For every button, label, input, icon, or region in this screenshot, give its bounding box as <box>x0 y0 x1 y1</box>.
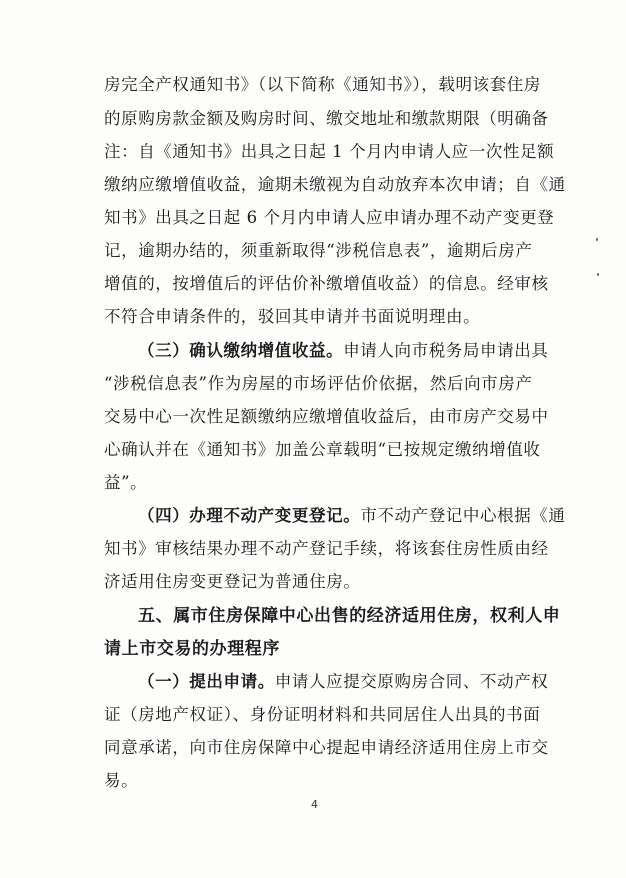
paragraph-4-text: 市不动产登记中心根据《通 <box>360 506 566 525</box>
scan-speck <box>597 273 599 276</box>
paragraph-3-text: 申请人向市税务局申请出具 <box>343 341 549 360</box>
text-line: 的原购房款金额及购房时间、缴交地址和缴款期限（明确备 <box>104 109 549 128</box>
text-line: 房完全产权通知书》（以下简称《通知书》），载明该套住房 <box>104 75 541 94</box>
text-line: 交易中心一次性足额缴纳应缴增值收益后，由市房产交易中 <box>104 407 549 426</box>
paragraph-5-1-label: （一）提出申请。 <box>138 672 275 691</box>
paragraph-5-1-text: 申请人应提交原购房合同、不动产权 <box>274 672 549 691</box>
paragraph-4-first-line <box>138 505 566 527</box>
text-line: 缴纳应缴增值收益，逾期未缴视为自动放弃本次申请；自《通 <box>104 175 566 194</box>
text-line: 知书》审核结果办理不动产登记手续，将该套住房性质由经 <box>104 539 549 558</box>
text-line: 济适用住房变更登记为普通住房。 <box>104 572 361 591</box>
text-line: 记，逾期办结的，须重新取得“涉税信息表”，逾期后房产 <box>104 241 533 260</box>
section-heading: 五、属市住房保障中心出售的经济适用住房，权利人申 <box>138 606 561 626</box>
paragraph-3-label: （三）确认缴纳增值收益。 <box>138 341 344 360</box>
scan-speck <box>596 238 598 241</box>
text-line: 增值的，按增值后的评估价补缴增值收益）的信息。经审核 <box>104 274 549 293</box>
text-line: 不符合申请条件的，驳回其申请并书面说明理由。 <box>104 307 481 326</box>
paragraph-4-label: （四）办理不动产变更登记。 <box>138 506 361 525</box>
text-line: 证（房地产权证）、身份证明材料和共同居住人出具的书面 <box>104 705 541 724</box>
text-line: 知书》出具之日起 6 个月内申请人应申请办理不动产变更登 <box>104 208 555 227</box>
text-line: 注：自《通知书》出具之日起 1 个月内申请人应一次性足额 <box>104 142 555 161</box>
page-number: 4 <box>311 798 318 811</box>
text-line: 益”。 <box>104 473 148 492</box>
text-line: 同意承诺，向市住房保障中心提起申请经济适用住房上市交 <box>104 738 549 757</box>
text-line: “涉税信息表”作为房屋的市场评估价依据，然后向市房产 <box>104 374 533 393</box>
text-line: 心确认并在《通知书》加盖公章载明“已按规定缴纳增值收 <box>104 440 541 459</box>
section-heading: 请上市交易的办理程序 <box>104 639 280 659</box>
paragraph-5-1-first-line <box>138 671 548 693</box>
text-line: 易。 <box>104 771 139 790</box>
paragraph-3-first-line <box>138 340 548 362</box>
